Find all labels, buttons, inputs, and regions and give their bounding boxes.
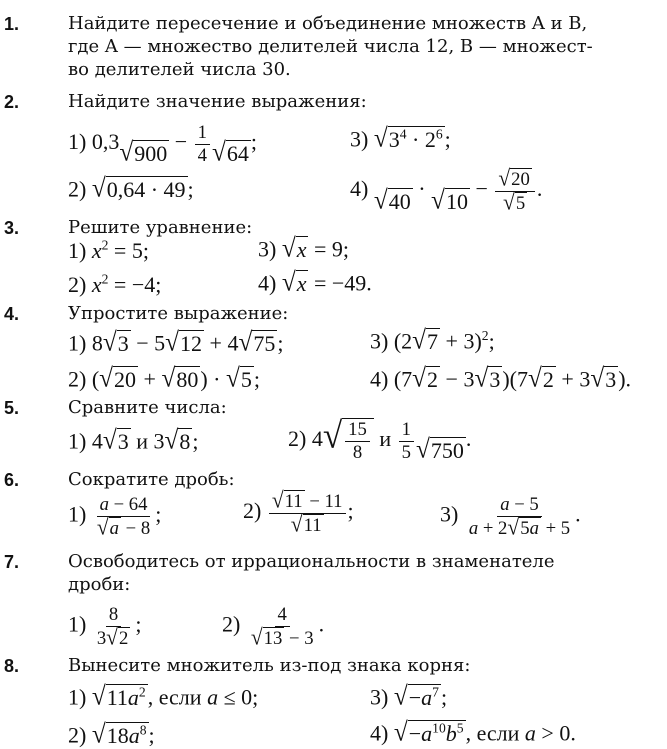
task-6-item-3: 3) a − 5 a + 2 √ 5a + 5 . bbox=[440, 494, 581, 540]
task-6-item-2: 2) √ 11 − 11 √ 11 ; bbox=[243, 487, 354, 537]
task-title: Решите уравнение: bbox=[68, 217, 253, 238]
task-text-line: дроби: bbox=[68, 574, 131, 595]
task-text-line: где A — множество делителей числа 12, B — множест- bbox=[68, 36, 593, 57]
task-title: Сократите дробь: bbox=[68, 469, 235, 490]
task-7-item-2: 2) 4 √ 13 − 3 . bbox=[222, 604, 325, 650]
task-3-item-2: 2) $x^2 = -4$; bbox=[68, 271, 162, 297]
task-8-item-4: 4) √ $-a^{10}b^5$ , если a > 0. bbox=[370, 717, 576, 747]
task-8-item-2: 2) √ $18a^8$ ; bbox=[68, 719, 155, 749]
task-2-item-1: 1) 0,3 √ 900 − $\frac{1}{4}$ √ 64 ; bbox=[68, 122, 257, 167]
task-number: 8. bbox=[4, 656, 20, 676]
task-text bbox=[68, 12, 661, 81]
task-number: 6. bbox=[4, 470, 20, 490]
task-8-item-3: 3) √ $-a^7$ ; bbox=[370, 681, 448, 711]
task-3-item-3: 3) √ x = 9; bbox=[258, 233, 350, 263]
task-6-item-1: 1) a − 64 √ a − 8 ; bbox=[68, 494, 162, 540]
task-4-item-2: 2) ( √ 20 + √ 80 ) · √ 5 ; bbox=[68, 363, 261, 393]
task-7-item-1: 1) 8 3 √ 2 ; bbox=[68, 604, 142, 650]
task-3-item-4: 4) √ x = −49. bbox=[258, 267, 372, 297]
task-text bbox=[68, 550, 661, 596]
task-4-item-1: 1) 8 √ 3 − 5 √ 12 + 4 √ 75 ; bbox=[68, 327, 284, 357]
task-number: 4. bbox=[4, 304, 20, 324]
task-text-line: Найдите пересечение и объединение множеств A и B, bbox=[68, 13, 588, 34]
task-title: Упростите выражение: bbox=[68, 303, 289, 324]
task-text-line: Освободитесь от иррациональности в знаменателе bbox=[68, 551, 555, 572]
task-5-item-1: 1) 4 √ 3 и 3 √ 8 ; bbox=[68, 425, 199, 455]
task-3-item-1: 1) $x^2 = 5$; bbox=[68, 237, 149, 263]
task-2-item-4: 4) √ 40 · √ 10 − √ 20 √ 5 . bbox=[350, 165, 543, 215]
task-title: Вынесите множитель из-под знака корня: bbox=[68, 655, 471, 676]
task-2-item-2: 2) √ 0,64 · 49 ; bbox=[68, 173, 194, 203]
task-number: 3. bbox=[4, 218, 20, 238]
task-2-item-3: 3) √ $3^4 \cdot 2^6$ ; bbox=[350, 123, 451, 153]
task-4-item-4: 4) (7 √ 2 − 3 √ 3 )(7 √ 2 + 3 √ 3 ). bbox=[370, 363, 632, 393]
task-4-item-3: 3) (2 √ 7 + 3)$^2$; bbox=[370, 325, 495, 355]
task-title: Найдите значение выражения: bbox=[68, 91, 367, 112]
task-title: Сравните числа: bbox=[68, 397, 227, 418]
task-8-item-1: 1) √ $11a^2$ , если a ≤ 0; bbox=[68, 681, 259, 711]
task-number: 5. bbox=[4, 398, 20, 418]
task-number: 7. bbox=[4, 552, 20, 572]
task-number: 2. bbox=[4, 92, 20, 112]
task-5-item-2: 2) 4 √ $\frac{15}{8}$ и $\frac{1}{5}$ √ 750 . bbox=[288, 415, 472, 464]
task-number: 1. bbox=[4, 14, 20, 34]
task-text-line: во делителей числа 30. bbox=[68, 59, 291, 80]
